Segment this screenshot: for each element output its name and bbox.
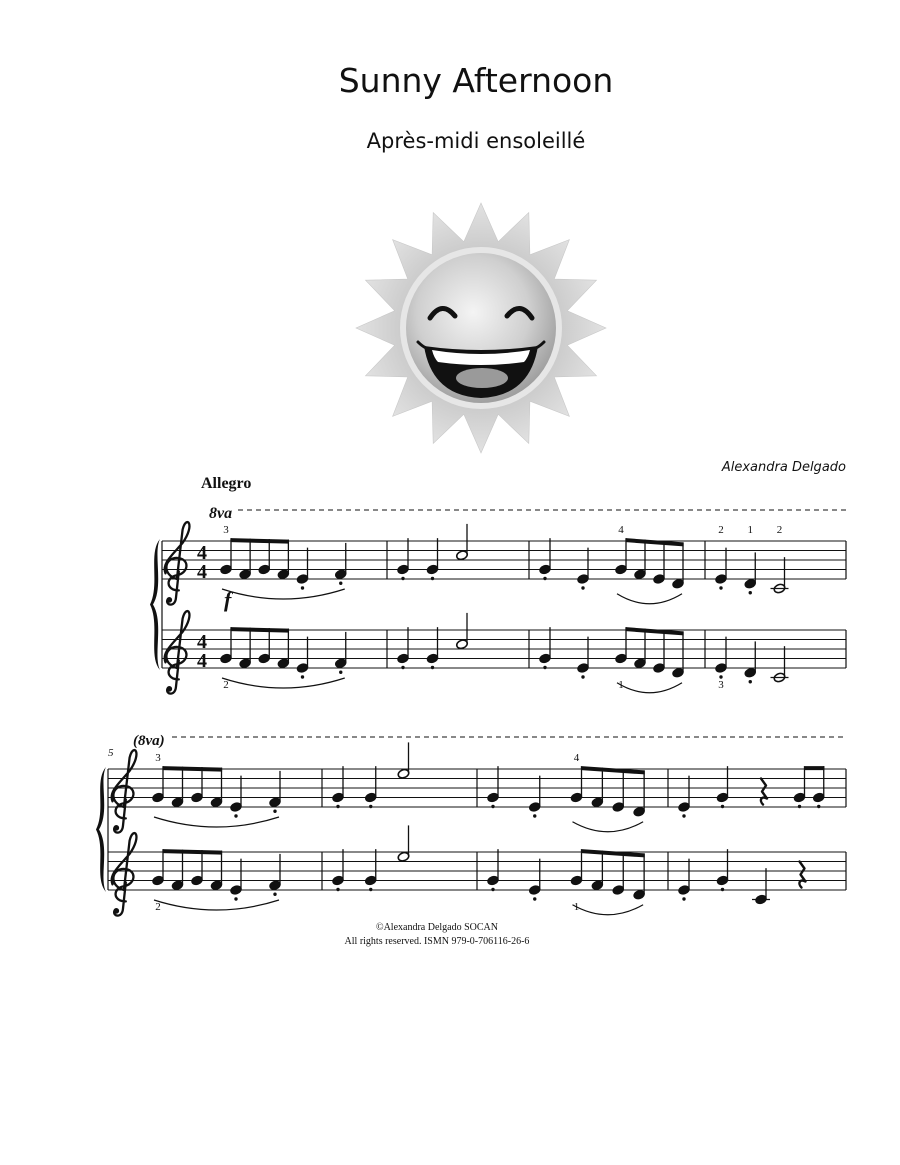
beam bbox=[231, 538, 289, 543]
fingering-number: 4 bbox=[618, 524, 624, 536]
music-notation bbox=[96, 522, 846, 916]
time-signature-bottom: 4 bbox=[197, 561, 207, 583]
fingering-number: 2 bbox=[776, 524, 783, 536]
staccato-dot bbox=[543, 666, 546, 669]
fingering-number: 2 bbox=[155, 901, 161, 913]
staccato-dot bbox=[273, 810, 276, 813]
staccato-dot bbox=[339, 671, 342, 674]
staccato-dot bbox=[721, 805, 724, 808]
fingering-number: 1 bbox=[618, 679, 624, 691]
staccato-dot bbox=[533, 814, 536, 817]
measure-number: 5 bbox=[108, 747, 114, 759]
time-signature bbox=[197, 542, 207, 583]
beam bbox=[231, 627, 289, 632]
staccato-dot bbox=[273, 893, 276, 896]
ottava-marking-system-1 bbox=[209, 505, 846, 522]
staccato-dot bbox=[431, 666, 434, 669]
system-1 bbox=[150, 522, 846, 694]
beam bbox=[163, 766, 222, 771]
staccato-dot bbox=[369, 888, 372, 891]
slur bbox=[617, 683, 682, 693]
staccato-dot bbox=[301, 675, 304, 678]
time-signature-top: 4 bbox=[197, 631, 207, 653]
piano-brace bbox=[96, 767, 106, 892]
lower-staff-measure bbox=[487, 849, 646, 915]
piano-brace bbox=[150, 539, 160, 670]
staccato-dot bbox=[719, 586, 722, 589]
staccato-dot bbox=[581, 586, 584, 589]
beam bbox=[626, 538, 684, 546]
ottava-marking-system-2 bbox=[133, 733, 846, 749]
sun-tongue bbox=[456, 368, 508, 388]
staccato-dot bbox=[234, 897, 237, 900]
ottava-continuation-label: (8va) bbox=[133, 733, 165, 749]
staccato-dot bbox=[401, 666, 404, 669]
treble-staff-measure bbox=[539, 524, 685, 604]
beam bbox=[805, 766, 825, 770]
treble-staff-measure bbox=[332, 742, 410, 808]
lower-staff-measure bbox=[332, 825, 410, 891]
dynamic-forte: f bbox=[224, 587, 232, 612]
lower-staff bbox=[162, 611, 846, 694]
treble-staff-measure bbox=[715, 524, 789, 594]
staccato-dot bbox=[721, 888, 724, 891]
smiling-sun-illustration bbox=[356, 203, 606, 453]
fingering-number: 2 bbox=[223, 679, 229, 691]
staccato-dot bbox=[749, 591, 752, 594]
lower-staff-measure bbox=[152, 849, 282, 913]
tempo-marking: Allegro bbox=[201, 475, 252, 492]
staccato-dot bbox=[581, 675, 584, 678]
staccato-dot bbox=[401, 577, 404, 580]
slur bbox=[617, 594, 682, 604]
lower-staff-measure bbox=[715, 637, 789, 691]
staccato-dot bbox=[798, 805, 801, 808]
treble-staff-measure bbox=[152, 752, 282, 827]
staccato-dot bbox=[234, 814, 237, 817]
staccato-dot bbox=[682, 814, 685, 817]
staccato-dot bbox=[491, 888, 494, 891]
beam bbox=[582, 766, 645, 774]
page-subtitle: Après-midi ensoleillé bbox=[366, 129, 586, 153]
staccato-dot bbox=[682, 897, 685, 900]
fingering-number: 2 bbox=[718, 524, 724, 536]
treble-staff-measure bbox=[220, 524, 348, 599]
beam bbox=[163, 849, 222, 854]
time-signature-top: 4 bbox=[197, 542, 207, 564]
staccato-dot bbox=[336, 805, 339, 808]
staccato-dot bbox=[336, 888, 339, 891]
fingering-number: 4 bbox=[573, 752, 580, 764]
staccato-dot bbox=[817, 805, 820, 808]
staccato-dot bbox=[543, 577, 546, 580]
quarter-rest bbox=[761, 779, 767, 805]
treble-staff-measure bbox=[397, 524, 469, 580]
staccato-dot bbox=[533, 897, 536, 900]
lower-staff-measure bbox=[220, 627, 348, 691]
system-2 bbox=[96, 742, 846, 915]
quarter-rest bbox=[799, 862, 805, 888]
treble-clef-icon bbox=[165, 522, 190, 605]
treble-clef-icon bbox=[165, 611, 190, 694]
beam bbox=[582, 849, 645, 857]
copyright-line-1: ©Alexandra Delgado SOCAN bbox=[375, 922, 499, 933]
staccato-dot bbox=[491, 805, 494, 808]
lower-staff-measure bbox=[678, 849, 806, 905]
staccato-dot bbox=[301, 586, 304, 589]
fingering-number: 1 bbox=[573, 901, 580, 913]
staccato-dot bbox=[431, 577, 434, 580]
slur bbox=[222, 678, 345, 688]
treble-staff bbox=[162, 522, 846, 605]
slur bbox=[154, 817, 279, 827]
ottava-label: 8va bbox=[209, 505, 233, 522]
lower-staff-measure bbox=[539, 627, 685, 693]
fingering-number: 3 bbox=[718, 679, 724, 691]
fingering-number: 3 bbox=[155, 752, 161, 764]
staccato-dot bbox=[339, 582, 342, 585]
staccato-dot bbox=[749, 680, 752, 683]
beam bbox=[626, 627, 684, 635]
page-title: Sunny Afternoon bbox=[338, 61, 614, 100]
slur bbox=[222, 589, 345, 599]
fingering-number: 1 bbox=[747, 524, 753, 536]
treble-clef-icon bbox=[112, 833, 137, 916]
time-signature-bottom: 4 bbox=[197, 650, 207, 672]
staccato-dot bbox=[369, 805, 372, 808]
slur bbox=[573, 905, 644, 915]
treble-staff-measure bbox=[487, 752, 646, 832]
lower-staff-measure bbox=[397, 613, 469, 669]
time-signature bbox=[197, 631, 207, 672]
copyright-line-2: All rights reserved. ISMN 979-0-706116-26-6 bbox=[344, 936, 530, 947]
slur bbox=[573, 822, 644, 832]
fingering-number: 3 bbox=[223, 524, 229, 536]
treble-clef-icon bbox=[112, 750, 137, 833]
treble-staff-measure bbox=[678, 766, 826, 818]
composer-name: Alexandra Delgado bbox=[721, 460, 846, 475]
slur bbox=[154, 900, 279, 910]
